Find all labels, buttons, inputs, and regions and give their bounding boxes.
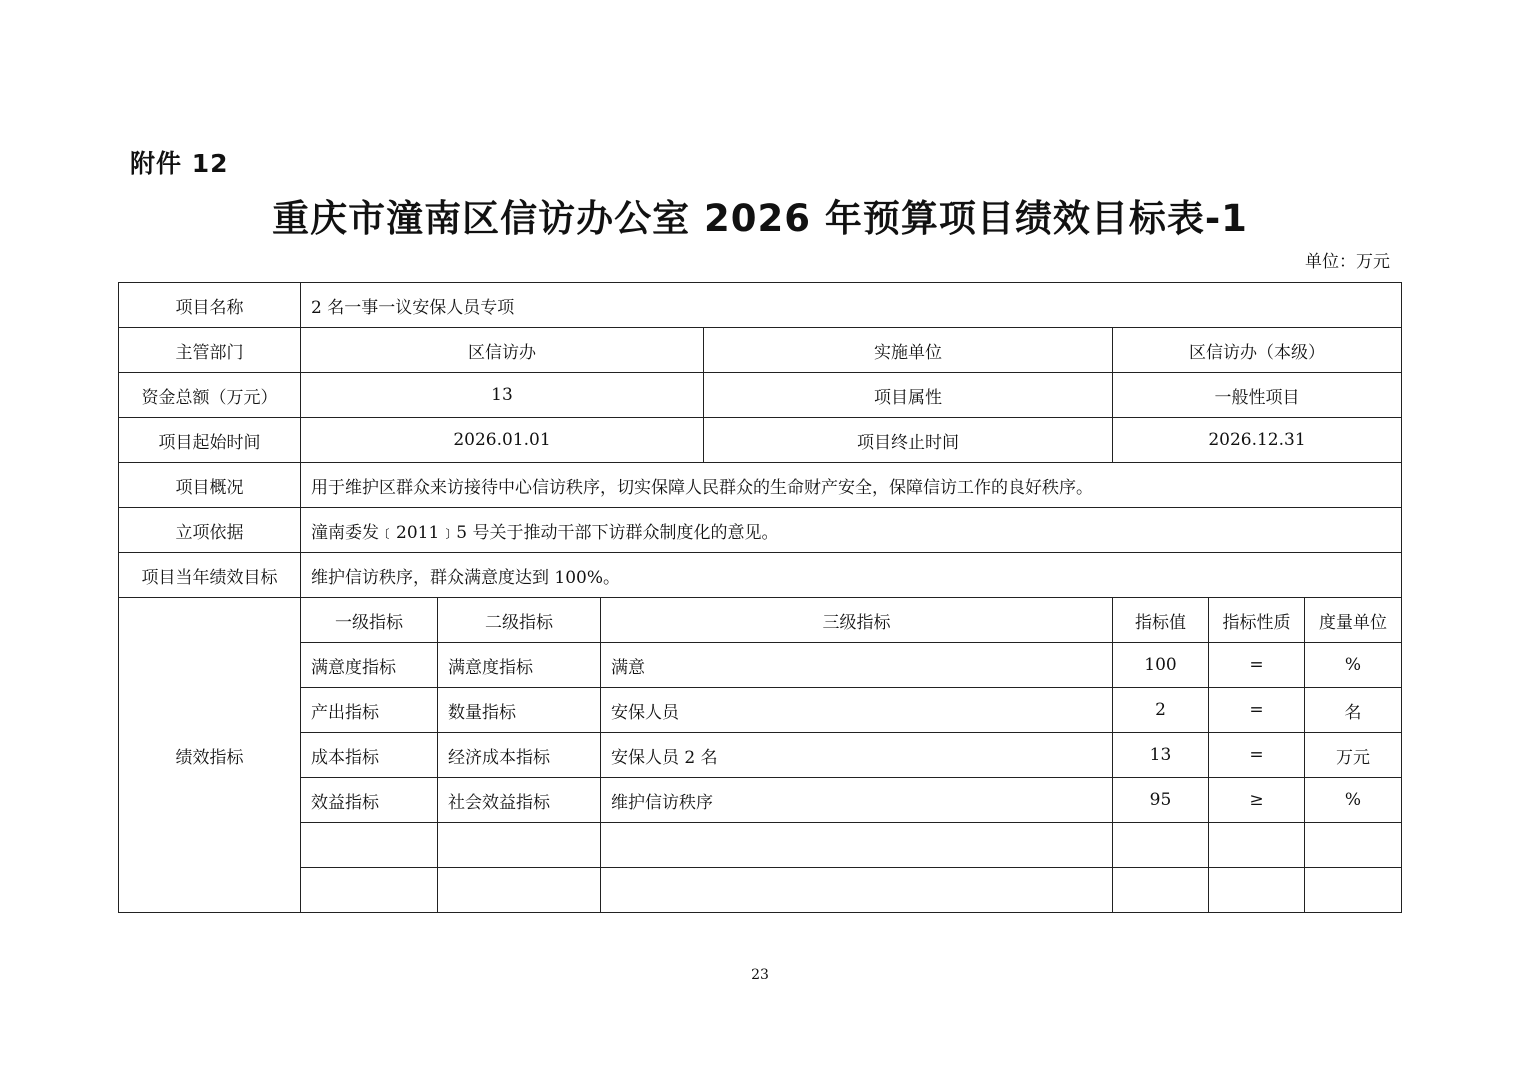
indicator-nature: = [1209, 688, 1305, 733]
indicator-value: 2 [1113, 688, 1209, 733]
indicator-nature [1209, 868, 1305, 913]
indicator-level2: 社会效益指标 [438, 778, 601, 823]
indicator-level1: 产出指标 [301, 688, 438, 733]
indicator-level2: 经济成本指标 [438, 733, 601, 778]
indicator-unit [1305, 868, 1402, 913]
project-attribute-value: 一般性项目 [1113, 373, 1402, 418]
indicator-row-empty [119, 823, 1402, 868]
basis-value: 潼南委发﹝2011﹞5 号关于推动干部下访群众制度化的意见。 [301, 508, 1402, 553]
fund-row [119, 373, 1402, 418]
fund-total-label: 资金总额（万元） [119, 373, 301, 418]
overview-label: 项目概况 [119, 463, 301, 508]
implementing-unit-value: 区信访办（本级） [1113, 328, 1402, 373]
indicator-level1: 成本指标 [301, 733, 438, 778]
basis-row [119, 508, 1402, 553]
implementing-unit-label: 实施单位 [704, 328, 1113, 373]
indicator-level1 [301, 868, 438, 913]
header-level2: 二级指标 [438, 598, 601, 643]
period-row [119, 418, 1402, 463]
indicator-nature: ≥ [1209, 778, 1305, 823]
header-nature: 指标性质 [1209, 598, 1305, 643]
page-number: 23 [751, 967, 769, 983]
header-level3: 三级指标 [601, 598, 1113, 643]
start-time-value: 2026.01.01 [301, 418, 704, 463]
unit-label: 单位：万元 [1305, 252, 1390, 272]
attachment-label: 附件 12 [130, 149, 229, 178]
project-attribute-label: 项目属性 [704, 373, 1113, 418]
end-time-label: 项目终止时间 [704, 418, 1113, 463]
indicator-row [119, 643, 1402, 688]
start-time-label: 项目起始时间 [119, 418, 301, 463]
indicator-unit: % [1305, 778, 1402, 823]
indicator-level3 [601, 823, 1113, 868]
indicator-unit: 名 [1305, 688, 1402, 733]
goal-row [119, 553, 1402, 598]
indicator-row [119, 778, 1402, 823]
department-row [119, 328, 1402, 373]
indicator-nature: = [1209, 733, 1305, 778]
end-time-value: 2026.12.31 [1113, 418, 1402, 463]
indicator-value: 95 [1113, 778, 1209, 823]
indicators-section-label: 绩效指标 [119, 598, 301, 913]
indicator-level3 [601, 868, 1113, 913]
indicator-value: 13 [1113, 733, 1209, 778]
indicator-unit: % [1305, 643, 1402, 688]
indicator-level3: 维护信访秩序 [601, 778, 1113, 823]
overview-row [119, 463, 1402, 508]
indicator-level2 [438, 823, 601, 868]
performance-target-table [118, 282, 1402, 913]
indicator-level2 [438, 868, 601, 913]
indicator-value [1113, 868, 1209, 913]
indicator-row [119, 688, 1402, 733]
basis-label: 立项依据 [119, 508, 301, 553]
indicator-row [119, 733, 1402, 778]
project-name-label: 项目名称 [119, 283, 301, 328]
indicator-level2: 数量指标 [438, 688, 601, 733]
project-name-value: 2 名一事一议安保人员专项 [301, 283, 1402, 328]
indicator-level1: 效益指标 [301, 778, 438, 823]
indicator-level1 [301, 823, 438, 868]
indicator-header-row [119, 598, 1402, 643]
overview-value: 用于维护区群众来访接待中心信访秩序，切实保障人民群众的生命财产安全，保障信访工作的良好秩序。 [301, 463, 1402, 508]
indicator-nature: = [1209, 643, 1305, 688]
project-name-row [119, 283, 1402, 328]
header-level1: 一级指标 [301, 598, 438, 643]
header-value: 指标值 [1113, 598, 1209, 643]
indicator-nature [1209, 823, 1305, 868]
annual-goal-label: 项目当年绩效目标 [119, 553, 301, 598]
department-value: 区信访办 [301, 328, 704, 373]
indicator-level3: 安保人员 [601, 688, 1113, 733]
indicator-unit [1305, 823, 1402, 868]
indicator-unit: 万元 [1305, 733, 1402, 778]
indicator-row-empty [119, 868, 1402, 913]
document-title: 重庆市潼南区信访办公室 2026 年预算项目绩效目标表-1 [272, 197, 1248, 240]
annual-goal-value: 维护信访秩序，群众满意度达到 100%。 [301, 553, 1402, 598]
indicator-value [1113, 823, 1209, 868]
indicator-level1: 满意度指标 [301, 643, 438, 688]
fund-total-value: 13 [301, 373, 704, 418]
header-unit: 度量单位 [1305, 598, 1402, 643]
indicator-level3: 满意 [601, 643, 1113, 688]
department-label: 主管部门 [119, 328, 301, 373]
indicator-level3: 安保人员 2 名 [601, 733, 1113, 778]
indicator-level2: 满意度指标 [438, 643, 601, 688]
indicator-value: 100 [1113, 643, 1209, 688]
